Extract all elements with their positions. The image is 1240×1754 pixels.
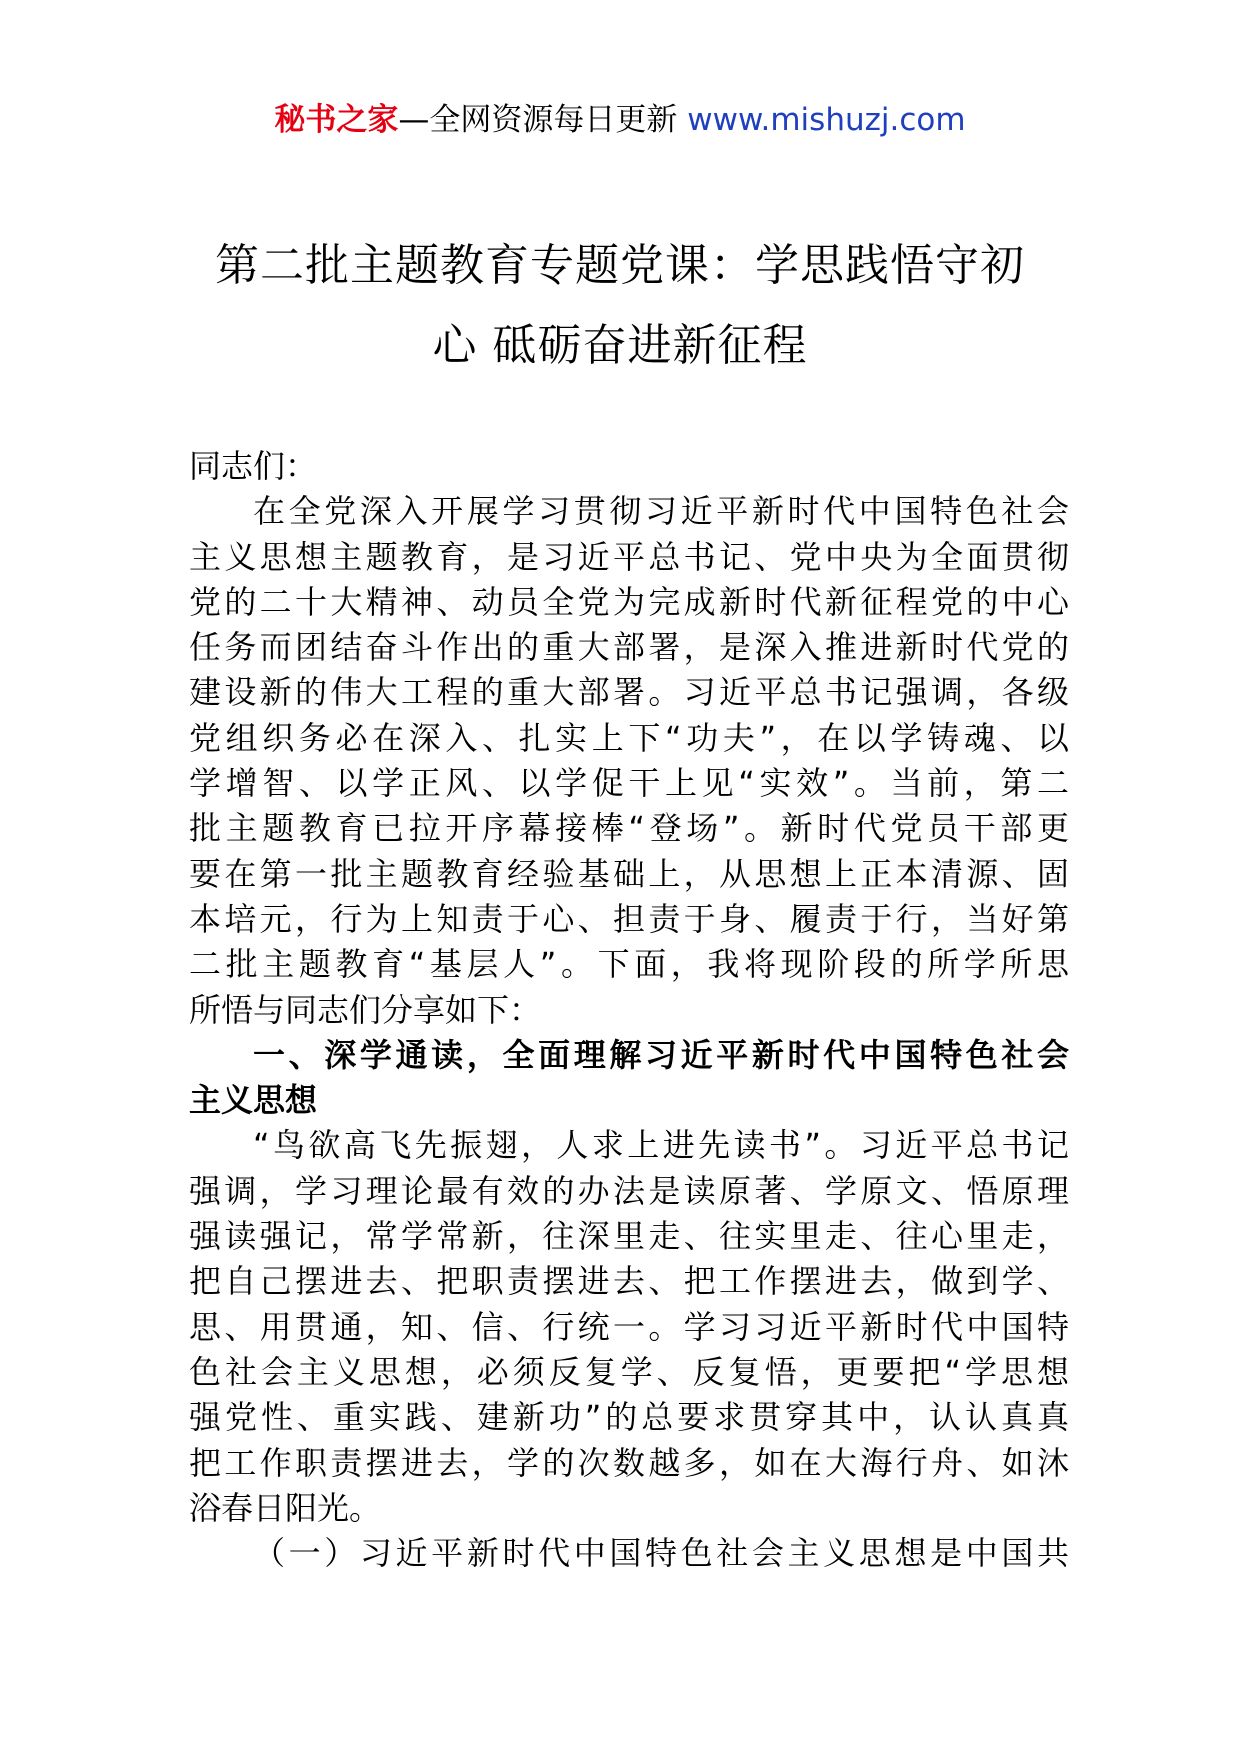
document-body bbox=[189, 444, 1069, 1576]
body-line: 主义思想主题教育，是习近平总书记、党中央为全面贯彻 bbox=[189, 537, 1069, 576]
body-line: 强党性、重实践、建新功”的总要求贯穿其中，认认真真 bbox=[189, 1398, 1069, 1437]
body-line: 二批主题教育“基层人”。下面，我将现阶段的所学所思 bbox=[189, 945, 1069, 984]
body-line: 所悟与同志们分享如下： bbox=[189, 990, 542, 1029]
tagline: —全网资源每日更新 bbox=[398, 102, 688, 138]
section-heading: 一、深学通读，全面理解习近平新时代中国特色社会 bbox=[253, 1035, 1069, 1074]
body-line: 批主题教育已拉开序幕接棒“登场”。新时代党员干部更 bbox=[189, 809, 1069, 848]
salutation: 同志们： bbox=[189, 447, 318, 485]
body-line: 强读强记，常学常新，往深里走、往实里走、往心里走， bbox=[189, 1217, 1069, 1256]
body-line: 思、用贯通，知、信、行统一。学习习近平新时代中国特 bbox=[189, 1307, 1069, 1346]
body-line: 把自己摆进去、把职责摆进去、把工作摆进去，做到学、 bbox=[189, 1262, 1069, 1301]
site-watermark-header bbox=[0, 100, 1240, 140]
title-line-2: 心 砥砺奋进新征程 bbox=[432, 320, 808, 371]
body-line: 把工作职责摆进去，学的次数越多，如在大海行舟、如沐 bbox=[189, 1443, 1069, 1482]
site-url-link[interactable]: www.mishuzj.com bbox=[687, 102, 966, 138]
subsection-heading: （一）习近平新时代中国特色社会主义思想是中国共 bbox=[253, 1534, 1069, 1573]
body-line: 在全党深入开展学习贯彻习近平新时代中国特色社会 bbox=[253, 492, 1069, 531]
body-line: 建设新的伟大工程的重大部署。习近平总书记强调，各级 bbox=[189, 673, 1069, 712]
body-line: 任务而团结奋斗作出的重大部署，是深入推进新时代党的 bbox=[189, 628, 1069, 667]
body-line: 本培元，行为上知责于心、担责于身、履责于行，当好第 bbox=[189, 899, 1069, 938]
body-line: “鸟欲高飞先振翅，人求上进先读书”。习近平总书记 bbox=[253, 1126, 1069, 1165]
body-line: 浴春日阳光。 bbox=[189, 1488, 382, 1527]
body-line: 党的二十大精神、动员全党为完成新时代新征程党的中心 bbox=[189, 582, 1069, 621]
body-line: 党组织务必在深入、扎实上下“功夫”，在以学铸魂、以 bbox=[189, 718, 1069, 757]
body-line: 强调，学习理论最有效的办法是读原著、学原文、悟原理 bbox=[189, 1171, 1069, 1210]
brand-name: 秘书之家 bbox=[274, 102, 399, 138]
body-line: 要在第一批主题教育经验基础上，从思想上正本清源、固 bbox=[189, 854, 1069, 893]
body-line: 学增智、以学正风、以学促干上见“实效”。当前，第二 bbox=[189, 764, 1069, 803]
body-line: 色社会主义思想，必须反复学、反复悟，更要把“学思想 bbox=[189, 1352, 1069, 1391]
section-heading-cont: 主义思想 bbox=[189, 1081, 318, 1120]
title-line-1: 第二批主题教育专题党课：学思践悟守初 bbox=[215, 240, 1025, 291]
document-title bbox=[150, 226, 1090, 386]
